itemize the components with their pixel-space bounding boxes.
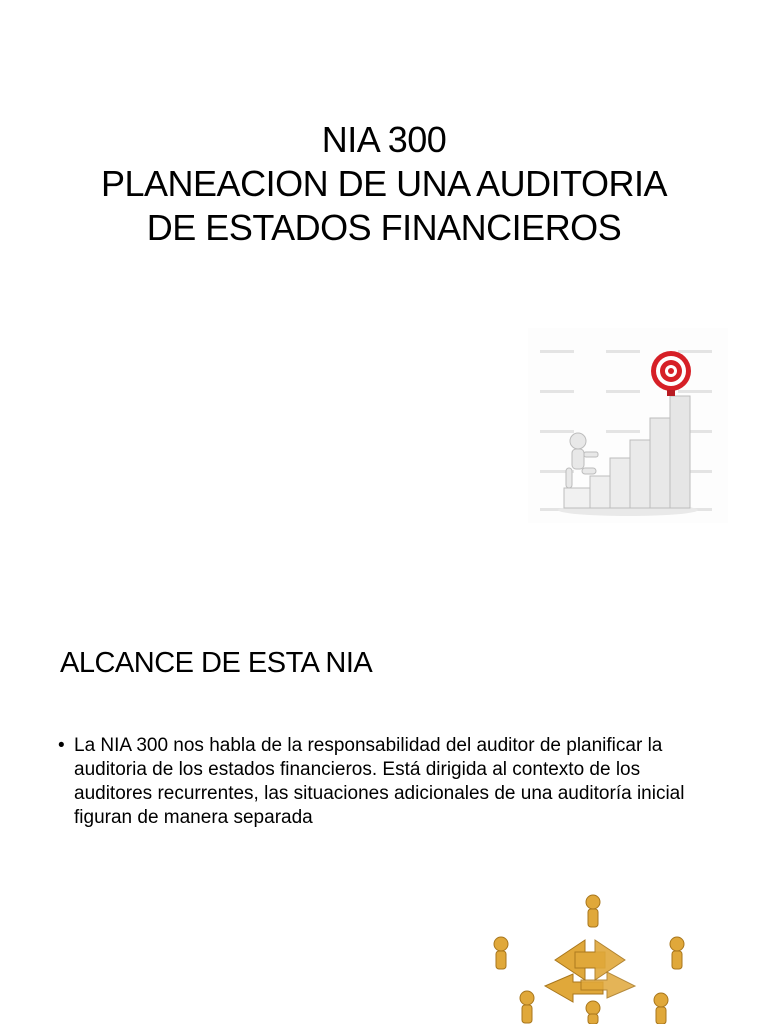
people-puzzle-illustration [485,890,695,1024]
bullet-dot: • [58,735,65,756]
slide-title [0,118,768,250]
title-line-3: DE ESTADOS FINANCIEROS [146,207,622,248]
stairs-target-illustration [528,328,728,523]
section-heading: ALCANCE DE ESTA NIA [60,647,373,679]
title-line-1: NIA 300 [321,119,447,160]
scope-slide [0,560,768,1024]
bullet-item [58,734,718,830]
bullet-text: La NIA 300 nos habla de la responsabilidad del auditor de planificar la auditoria de los estados financieros. Está dirigida al contexto de los auditores recurrentes, las situaciones adicionales de una auditoría inicial figuran de manera separada [74,735,685,828]
title-line-2: PLANEACION DE UNA AUDITORIA [101,163,667,204]
